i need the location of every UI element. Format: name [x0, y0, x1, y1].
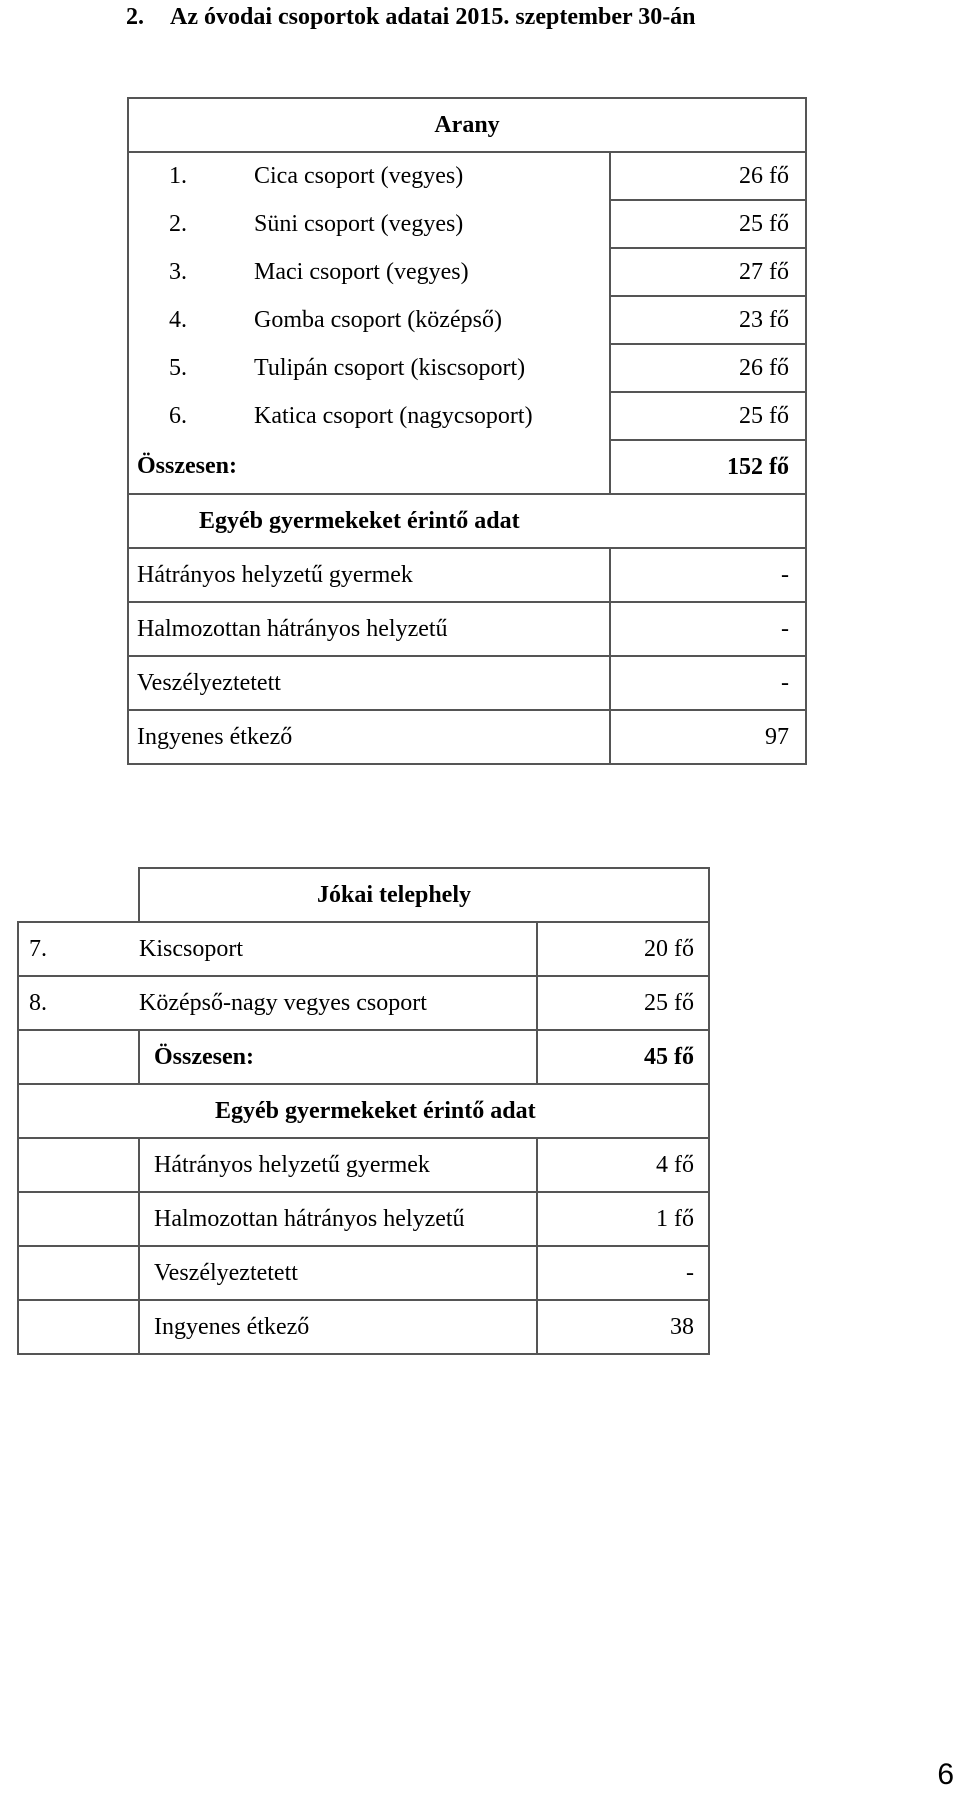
other-label: Ingyenes étkező	[128, 710, 610, 764]
table-row	[18, 1192, 709, 1246]
group-name: Katica csoport (nagycsoport)	[254, 402, 533, 429]
group-name: Maci csoport (vegyes)	[254, 258, 469, 285]
group-count: 26 fő	[610, 344, 806, 392]
other-label: Ingyenes étkező	[139, 1300, 537, 1354]
section-title: Az óvodai csoportok adatai 2015. szeptember 30-án	[170, 4, 696, 30]
table-row	[128, 248, 806, 296]
table-row	[18, 922, 709, 976]
table-row	[128, 656, 806, 710]
table-row	[128, 710, 806, 764]
other-label: Halmozottan hátrányos helyzetű	[128, 602, 610, 656]
table-row	[128, 548, 806, 602]
group-count: 26 fő	[610, 152, 806, 200]
group-index: 8.	[18, 976, 139, 1030]
arany-title: Arany	[128, 98, 806, 152]
other-label: Veszélyeztetett	[128, 656, 610, 710]
total-value: 152 fő	[610, 440, 806, 494]
other-label: Halmozottan hátrányos helyzetű	[139, 1192, 537, 1246]
group-count: 25 fő	[610, 200, 806, 248]
other-value: -	[610, 656, 806, 710]
group-count: 27 fő	[610, 248, 806, 296]
other-value: 38	[537, 1300, 709, 1354]
other-value: -	[610, 602, 806, 656]
total-row	[128, 440, 806, 494]
group-index: 6.	[169, 402, 187, 429]
group-index: 5.	[169, 354, 187, 381]
group-index: 3.	[169, 258, 187, 285]
other-value: -	[537, 1246, 709, 1300]
group-index: 2.	[169, 210, 187, 237]
group-index: 1.	[169, 163, 187, 189]
group-count: 25 fő	[610, 392, 806, 440]
total-row	[18, 1030, 709, 1084]
group-name: Tulipán csoport (kiscsoport)	[254, 354, 526, 381]
other-label: Hátrányos helyzetű gyermek	[128, 548, 610, 602]
group-name: Kiscsoport	[139, 922, 537, 976]
table-row	[18, 976, 709, 1030]
group-name: Gomba csoport (középső)	[254, 306, 502, 333]
arany-table	[127, 97, 807, 765]
other-value: 1 fő	[537, 1192, 709, 1246]
table-row	[18, 1138, 709, 1192]
table-row	[128, 296, 806, 344]
other-data-title: Egyéb gyermekeket érintő adat	[128, 494, 806, 548]
jokai-title: Jókai telephely	[139, 868, 709, 922]
section-number: 2.	[126, 4, 144, 30]
other-value: 97	[610, 710, 806, 764]
group-count: 23 fő	[610, 296, 806, 344]
table-row	[128, 152, 806, 200]
table-row	[128, 602, 806, 656]
other-label: Veszélyeztetett	[139, 1246, 537, 1300]
table-row	[128, 344, 806, 392]
total-label: Összesen:	[128, 440, 610, 494]
section-heading	[126, 0, 696, 34]
total-value: 45 fő	[537, 1030, 709, 1084]
table-row	[128, 200, 806, 248]
table-row	[18, 1300, 709, 1354]
group-count: 20 fő	[537, 922, 709, 976]
other-data-title: Egyéb gyermekeket érintő adat	[18, 1084, 709, 1138]
group-name: Cica csoport (vegyes)	[254, 163, 464, 189]
other-label: Hátrányos helyzetű gyermek	[139, 1138, 537, 1192]
jokai-table	[17, 867, 710, 1355]
other-value: -	[610, 548, 806, 602]
table-row	[18, 1246, 709, 1300]
table-row	[128, 392, 806, 440]
other-value: 4 fő	[537, 1138, 709, 1192]
group-name: Középső-nagy vegyes csoport	[139, 976, 537, 1030]
group-index: 7.	[18, 922, 139, 976]
total-label: Összesen:	[139, 1030, 537, 1084]
group-index: 4.	[169, 306, 187, 333]
page-number: 6	[937, 1758, 954, 1791]
group-name: Süni csoport (vegyes)	[254, 210, 464, 237]
group-count: 25 fő	[537, 976, 709, 1030]
